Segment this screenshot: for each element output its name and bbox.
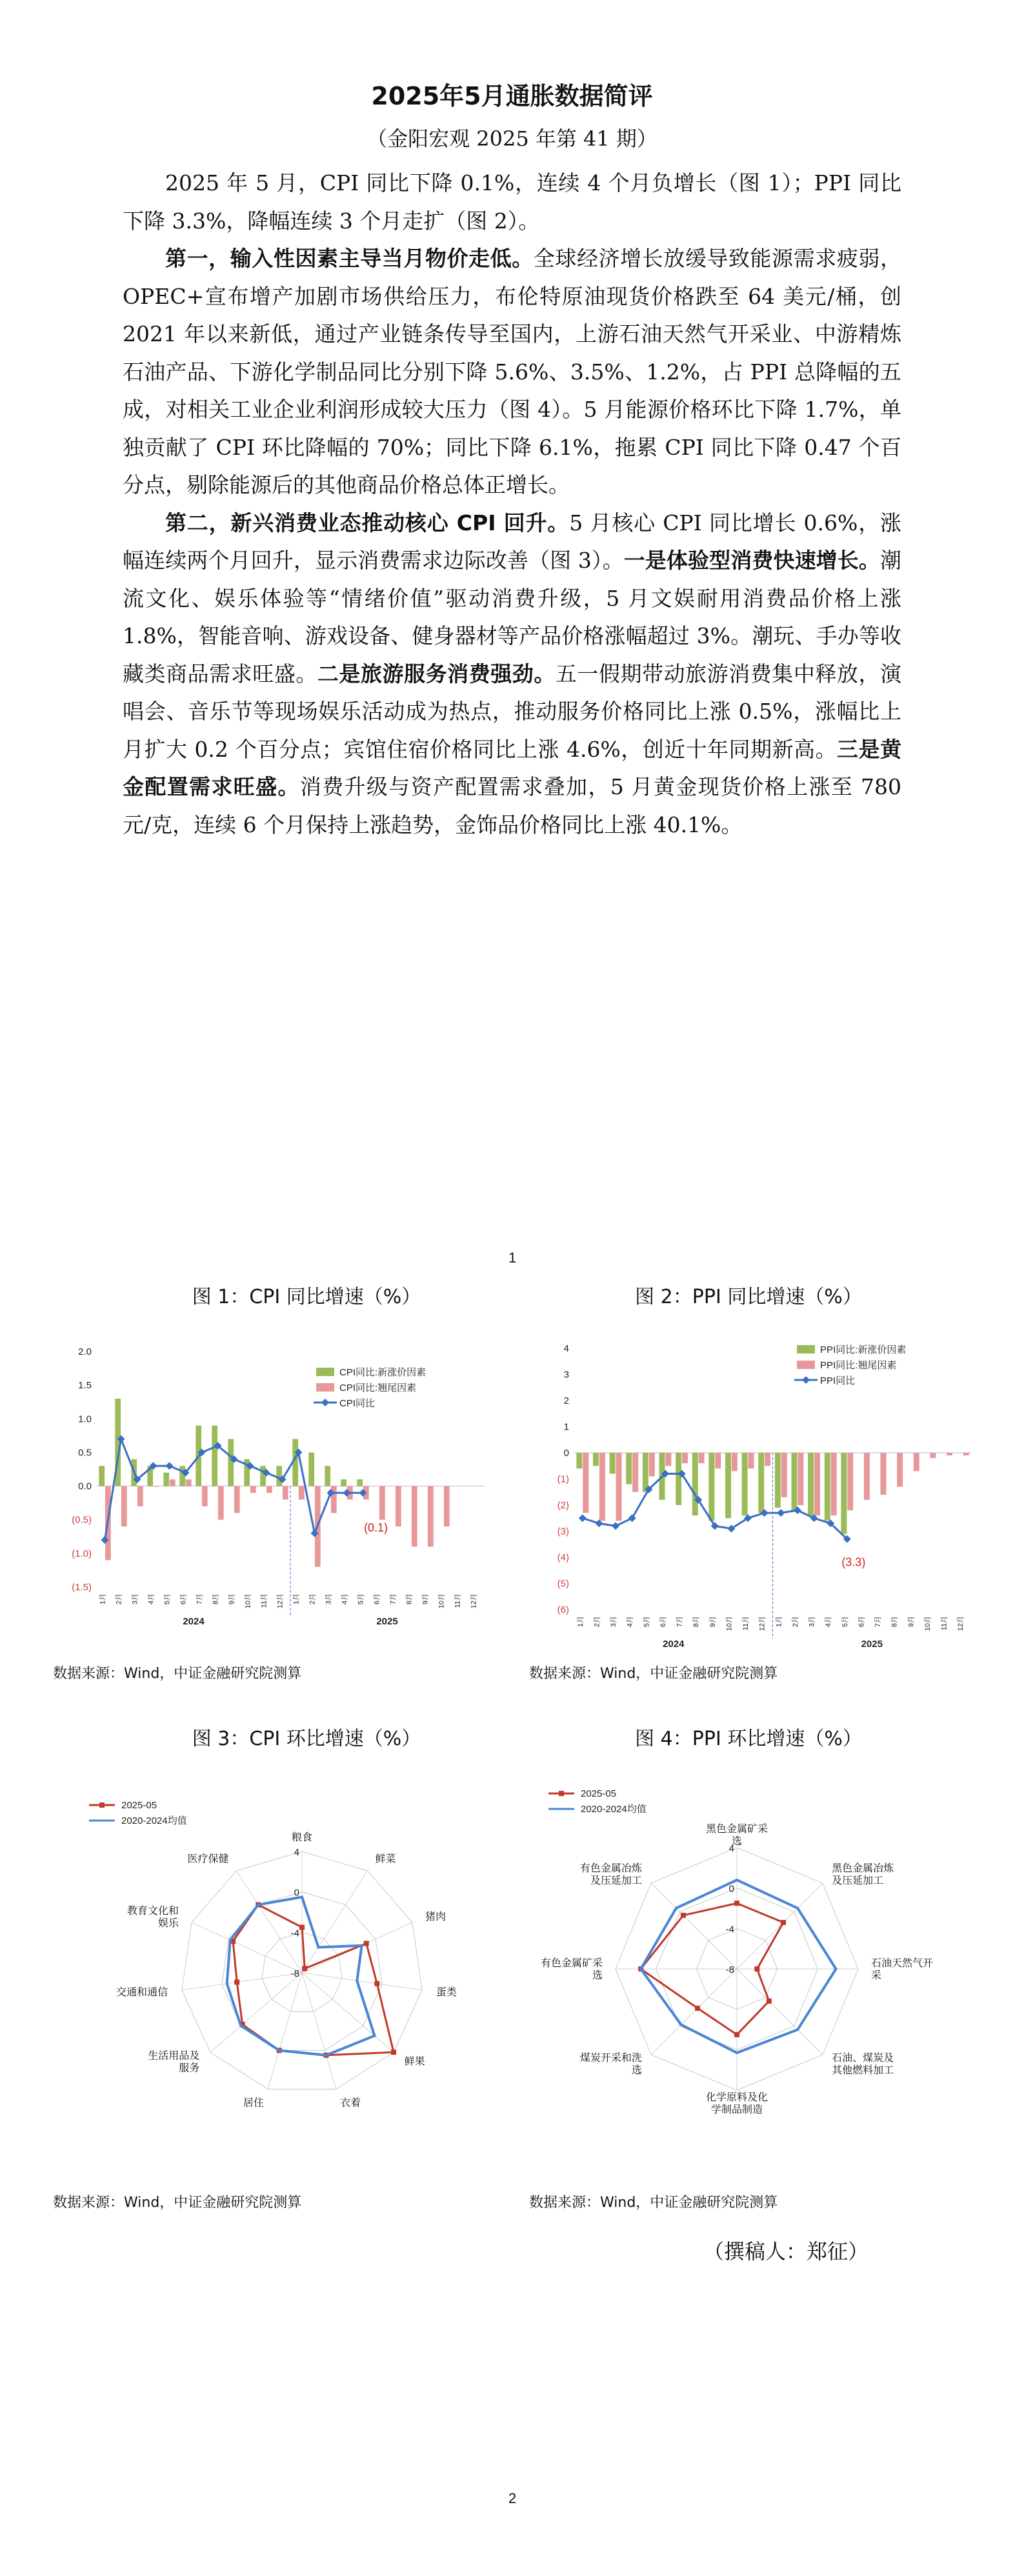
- bar: [228, 1439, 234, 1486]
- radar-point: [364, 1941, 369, 1946]
- radar-spoke: [302, 1973, 336, 2089]
- radar-spoke: [210, 1973, 302, 2052]
- y-tick-label: 2: [563, 1395, 569, 1406]
- y-tick-label: (4): [557, 1552, 569, 1563]
- radar-axis-label: 鲜菜: [375, 1853, 396, 1865]
- y-tick-label: 0.5: [78, 1447, 92, 1459]
- month-tick-label: 1月: [576, 1616, 585, 1628]
- month-tick-label: 10月: [923, 1616, 932, 1632]
- month-tick-label: 6月: [179, 1593, 188, 1605]
- legend-marker: [802, 1376, 810, 1384]
- radar-spoke: [182, 1973, 302, 1990]
- y-tick-label: (1.5): [72, 1582, 92, 1593]
- bar: [357, 1479, 363, 1486]
- bar: [649, 1453, 655, 1476]
- month-tick-label: 11月: [940, 1616, 949, 1631]
- bar: [692, 1453, 698, 1515]
- bar: [732, 1453, 738, 1471]
- bar: [163, 1473, 169, 1486]
- month-tick-label: 10月: [437, 1593, 446, 1609]
- radar-point: [374, 1981, 379, 1986]
- bar: [682, 1453, 688, 1463]
- bar: [963, 1453, 969, 1455]
- legend-marker: [559, 1791, 564, 1796]
- bar: [599, 1453, 605, 1521]
- issue-subtitle: （金阳宏观 2025 年第 41 期）: [366, 126, 658, 151]
- radar-series-line: [641, 1880, 836, 2053]
- bar: [250, 1486, 256, 1493]
- radar-axis-label: 石油、煤炭及其他燃料加工: [832, 2053, 894, 2077]
- bar: [626, 1453, 632, 1484]
- radar-ring-label: 0: [294, 1887, 299, 1899]
- legend-label: PPI同比: [820, 1375, 856, 1386]
- radar-point: [734, 1901, 739, 1906]
- bar: [379, 1486, 385, 1520]
- radar-ring-label: 4: [728, 1843, 734, 1854]
- month-tick-label: 7月: [389, 1593, 397, 1605]
- y-tick-label: 2.0: [78, 1346, 92, 1357]
- month-tick-label: 8月: [405, 1593, 414, 1605]
- radar-series-line: [233, 1905, 394, 2055]
- month-tick-label: 2月: [115, 1593, 123, 1605]
- bar: [616, 1453, 622, 1521]
- sub-point-2-heading: 二是旅游服务消费强劲。: [317, 661, 556, 686]
- bar: [179, 1466, 185, 1486]
- bar: [775, 1453, 781, 1508]
- bar: [299, 1486, 305, 1500]
- value-annotation: (3.3): [841, 1555, 866, 1569]
- bar: [121, 1486, 127, 1527]
- legend-swatch: [797, 1361, 815, 1369]
- radar-point: [767, 1999, 772, 2004]
- bar: [632, 1453, 638, 1492]
- month-tick-label: 9月: [907, 1616, 916, 1628]
- radar-axis-label: 教育文化和娱乐: [126, 1905, 179, 1929]
- radar-axis-label: 猪肉: [425, 1911, 447, 1922]
- legend-label: 2020-2024均值: [121, 1815, 187, 1826]
- bar: [283, 1486, 288, 1500]
- month-tick-label: 9月: [708, 1616, 717, 1628]
- figure-3-source: 数据来源：Wind，中证金融研究院测算: [53, 2195, 302, 2211]
- radar-spoke: [651, 1883, 737, 1969]
- legend-swatch: [797, 1345, 815, 1353]
- radar-axis-label: 衣着: [340, 2097, 361, 2109]
- line-point: [612, 1522, 619, 1530]
- figure-1-source: 数据来源：Wind，中证金融研究院测算: [53, 1666, 302, 1682]
- month-tick-label: 8月: [212, 1593, 220, 1605]
- legend-swatch: [316, 1383, 334, 1392]
- y-tick-label: 3: [563, 1369, 569, 1381]
- month-tick-label: 4月: [626, 1616, 634, 1628]
- month-tick-label: 11月: [742, 1616, 750, 1631]
- sub-point-3-heading: 三是黄金配置需求旺盛。: [123, 736, 901, 799]
- bar: [444, 1486, 450, 1527]
- radar-axis-label: 化学原料及化学制品制造: [705, 2092, 768, 2115]
- radar-axis-label: 居住: [243, 2097, 264, 2109]
- y-tick-label: (1): [557, 1473, 569, 1485]
- bar: [814, 1453, 820, 1515]
- radar-point: [695, 2006, 700, 2011]
- bar: [170, 1479, 176, 1486]
- bar: [218, 1486, 224, 1520]
- month-tick-label: 3月: [131, 1593, 139, 1605]
- bar: [186, 1479, 192, 1486]
- month-tick-label: 2月: [593, 1616, 601, 1628]
- bar: [881, 1453, 887, 1495]
- radar-ring-label: 4: [294, 1847, 299, 1858]
- bar: [947, 1453, 952, 1455]
- month-tick-label: 11月: [260, 1593, 268, 1608]
- bar: [202, 1486, 208, 1506]
- radar-axis-label: 生活用品及服务: [148, 2050, 200, 2074]
- series-line: [105, 1439, 363, 1540]
- figure-4-chart: [529, 1787, 987, 2148]
- month-tick-label: 8月: [890, 1616, 899, 1628]
- legend-label: PPI同比:翘尾因素: [820, 1360, 897, 1371]
- sub-point-2-text: 五一假期带动旅游消费集中释放，演唱会、音乐节等现场娱乐活动成为热点，推动服务价格同比上涨 0.5%，涨幅比上月扩大 0.2 个百分点；宾馆住宿价格同比上涨 4.6%，创近十年同期新高。: [123, 661, 902, 762]
- bar: [758, 1453, 764, 1513]
- legend-label: CPI同比:翘尾因素: [339, 1383, 417, 1393]
- month-tick-label: 7月: [676, 1616, 684, 1628]
- radar-point: [681, 1913, 686, 1918]
- legend-label: 2025-05: [581, 1788, 617, 1799]
- y-tick-label: 0: [563, 1448, 569, 1459]
- month-tick-label: 4月: [341, 1593, 349, 1605]
- radar-point: [234, 1979, 239, 1984]
- month-tick-label: 4月: [825, 1616, 833, 1628]
- radar-spoke: [268, 1973, 302, 2089]
- bar: [708, 1453, 714, 1521]
- radar-axis-label: 石油天然气开采: [871, 1958, 934, 1981]
- month-tick-label: 2月: [791, 1616, 799, 1628]
- first-point-heading: 第一，输入性因素主导当月物价走低。: [165, 246, 534, 271]
- line-point: [777, 1509, 785, 1517]
- year-label: 2025: [861, 1639, 883, 1650]
- y-tick-label: 1.0: [78, 1413, 92, 1425]
- radar-point: [302, 1966, 307, 1971]
- bar: [864, 1453, 870, 1500]
- bar: [841, 1453, 847, 1534]
- bar: [765, 1453, 770, 1466]
- figure-3-title: 图 3：CPI 环比增速（%）: [192, 1728, 421, 1750]
- radar-ring-label: 0: [728, 1883, 734, 1895]
- figure-2-title: 图 2：PPI 同比增速（%）: [635, 1286, 862, 1308]
- bar: [212, 1426, 217, 1486]
- legend-label: CPI同比: [339, 1398, 376, 1409]
- month-tick-label: 12月: [758, 1616, 767, 1632]
- month-tick-label: 12月: [470, 1593, 478, 1609]
- month-tick-label: 5月: [643, 1616, 651, 1628]
- radar-axis-label: 粮食: [291, 1832, 313, 1843]
- y-tick-label: 1.5: [78, 1380, 92, 1392]
- month-tick-label: 3月: [610, 1616, 618, 1628]
- month-tick-label: 12月: [957, 1616, 965, 1632]
- radar-point: [734, 2032, 739, 2037]
- bar: [798, 1453, 803, 1505]
- bar: [234, 1486, 240, 1513]
- month-tick-label: 2月: [308, 1593, 317, 1605]
- bar: [665, 1453, 671, 1466]
- month-tick-label: 3月: [325, 1593, 333, 1605]
- month-tick-label: 1月: [99, 1593, 107, 1605]
- bar: [583, 1453, 588, 1513]
- legend-marker: [99, 1802, 105, 1808]
- month-tick-label: 10月: [725, 1616, 734, 1632]
- bar: [831, 1453, 837, 1515]
- bar: [781, 1453, 787, 1497]
- bar: [748, 1453, 754, 1468]
- radar-axis-label: 交通和通信: [116, 1986, 168, 1998]
- page-number-1: 1: [508, 1250, 517, 1266]
- month-tick-label: 12月: [276, 1593, 285, 1609]
- legend-label: 2020-2024均值: [581, 1804, 647, 1815]
- bar: [325, 1466, 330, 1486]
- bar: [154, 1486, 159, 1487]
- legend-marker: [321, 1399, 329, 1406]
- legend-label: CPI同比:新涨价因素: [339, 1367, 427, 1378]
- radar-axis-label: 医疗保健: [187, 1853, 229, 1865]
- y-tick-label: (2): [557, 1500, 569, 1511]
- bar: [308, 1452, 314, 1486]
- month-tick-label: 11月: [454, 1593, 462, 1608]
- month-tick-label: 9月: [228, 1593, 236, 1605]
- radar-point: [781, 1920, 786, 1925]
- radar-axis-label: 黑色金属冶炼及压延加工: [832, 1862, 894, 1886]
- radar-ring-label: -8: [725, 1964, 734, 1975]
- month-tick-label: 6月: [858, 1616, 866, 1628]
- y-tick-label: (3): [557, 1526, 569, 1537]
- month-tick-label: 1月: [775, 1616, 783, 1628]
- sub-point-3-text: 消费升级与资产配置需求叠加，5 月黄金现货价格上涨至 780 元/克，连续 6 个月保持上涨趋势，金饰品价格同比上涨 40.1%。: [123, 774, 902, 837]
- figure-1-chart: [52, 1345, 497, 1668]
- month-tick-label: 3月: [808, 1616, 816, 1628]
- line-point: [628, 1514, 636, 1522]
- radar-axis-label: 有色金属矿采选: [540, 1958, 603, 1981]
- bar: [825, 1453, 830, 1521]
- bar: [676, 1453, 681, 1505]
- legend-swatch: [316, 1368, 334, 1376]
- year-label: 2024: [183, 1616, 205, 1627]
- paragraph-first-point: [123, 240, 901, 504]
- second-point-text: 5 月核心 CPI 同比增长 0.6%，涨幅连续两个月回升，显示消费需求边际改善（图 3）。: [123, 510, 902, 573]
- page-title: 2025年5月通胀数据简评: [371, 82, 653, 110]
- y-tick-label: (6): [557, 1604, 569, 1615]
- y-tick-label: 0.0: [78, 1481, 92, 1492]
- bar: [276, 1466, 282, 1486]
- paragraph-second-point: [123, 504, 901, 844]
- radar-spoke: [302, 1973, 394, 2052]
- radar-axis-label: 鲜果: [404, 2056, 425, 2068]
- month-tick-label: 6月: [659, 1616, 667, 1628]
- legend-label: 2025-05: [121, 1800, 157, 1811]
- month-tick-label: 7月: [874, 1616, 883, 1628]
- page-number-2: 2: [508, 2490, 517, 2506]
- y-tick-label: (5): [557, 1578, 569, 1590]
- paragraph-intro: 2025 年 5 月，CPI 同比下降 0.1%，连续 4 个月负增长（图 1）；PPI 同比下降 3.3%，降幅连续 3 个月走扩（图 2）。: [123, 170, 901, 234]
- bar: [341, 1479, 346, 1486]
- figure-2-source: 数据来源：Wind，中证金融研究院测算: [529, 1666, 778, 1682]
- month-tick-label: 4月: [147, 1593, 156, 1605]
- month-tick-label: 5月: [357, 1593, 365, 1605]
- month-tick-label: 5月: [163, 1593, 172, 1605]
- y-tick-label: (0.5): [72, 1514, 92, 1526]
- month-tick-label: 9月: [421, 1593, 430, 1605]
- year-label: 2024: [663, 1639, 685, 1650]
- bar: [593, 1453, 599, 1466]
- bar: [914, 1453, 919, 1471]
- year-label: 2025: [376, 1616, 398, 1627]
- y-tick-label: (1.0): [72, 1548, 92, 1559]
- radar-point: [299, 1925, 305, 1930]
- line-point: [579, 1514, 587, 1522]
- month-tick-label: 8月: [692, 1616, 701, 1628]
- bar: [930, 1453, 936, 1458]
- month-tick-label: 6月: [373, 1593, 381, 1605]
- bar: [792, 1453, 798, 1510]
- month-tick-label: 10月: [244, 1593, 252, 1609]
- month-tick-label: 5月: [841, 1616, 849, 1628]
- bar: [396, 1486, 401, 1527]
- bar: [699, 1453, 705, 1463]
- month-tick-label: 7月: [196, 1593, 204, 1605]
- y-tick-label: 1: [563, 1421, 569, 1433]
- bar: [99, 1466, 105, 1486]
- value-annotation: (0.1): [363, 1521, 388, 1534]
- figure-2-chart: [529, 1335, 981, 1668]
- bar: [428, 1486, 434, 1547]
- radar-point: [754, 1966, 759, 1972]
- radar-point: [391, 2050, 396, 2055]
- radar-axis-label: 黑色金属矿采选: [705, 1824, 768, 1847]
- bar: [742, 1453, 748, 1515]
- figure-3-chart: [65, 1787, 503, 2148]
- radar-spoke: [651, 1969, 737, 2055]
- sub-point-1-heading: 一是体验型消费快速增长。: [623, 548, 881, 573]
- bar: [137, 1486, 143, 1506]
- bar: [808, 1453, 814, 1515]
- sub-point-1-text: 潮流文化、娱乐体验等“情绪价值”驱动消费升级，5 月文娱耐用消费品价格上涨 1.8%，智能音响、游戏设备、健身器材等产品价格涨幅超过 3%。潮玩、手办等收藏类商品需求旺盛。: [123, 548, 902, 686]
- bar: [643, 1453, 648, 1492]
- bar: [847, 1453, 853, 1510]
- line-point: [166, 1462, 174, 1470]
- legend-label: PPI同比:新涨价因素: [820, 1344, 907, 1355]
- radar-axis-label: 蛋类: [436, 1986, 457, 1998]
- radar-spoke: [302, 1973, 422, 1990]
- y-tick-label: 4: [563, 1343, 569, 1354]
- bar: [715, 1453, 721, 1468]
- radar-ring-label: -8: [290, 1968, 299, 1979]
- radar-ring-label: -4: [725, 1924, 734, 1935]
- bar: [576, 1453, 582, 1468]
- author-note: （撰稿人：郑征）: [703, 2239, 869, 2264]
- bar: [412, 1486, 417, 1547]
- bar: [610, 1453, 616, 1473]
- bar: [260, 1466, 266, 1486]
- first-point-text: 全球经济增长放缓导致能源需求疲弱，OPEC+宣布增产加剧市场供给压力，布伦特原油现货价格跌至 64 美元/桶，创 2021 年以来新低，通过产业链条传导至国内，上游石油天然气开采业、中游精炼石油产品、下游化学制品同比分别下降 5.6%、3.5%、1.2%，占 PPI 总降幅的五成，对相关工业企业利润形成较大压力（图 4）。5 月能源价格环比下降 1.7%，单独贡献了 CPI 环比降幅的 70%；同比下降 6.1%，拖累 CPI 同比下降 0.47 个百分点，剔除能源后的其他商品价格总体正增长。: [123, 246, 902, 497]
- figure-4-source: 数据来源：Wind，中证金融研究院测算: [529, 2195, 778, 2211]
- article-body: [123, 165, 901, 844]
- radar-axis-label: 煤炭开采和洗选: [579, 2053, 642, 2077]
- bar: [897, 1453, 903, 1487]
- figure-4-title: 图 4：PPI 环比增速（%）: [635, 1728, 862, 1750]
- figure-1-title: 图 1：CPI 同比增速（%）: [192, 1286, 421, 1308]
- radar-axis-label: 有色金属冶炼及压延加工: [579, 1862, 642, 1886]
- radar-ring-label: -4: [290, 1928, 299, 1939]
- second-point-heading: 第二，新兴消费业态推动核心 CPI 回升。: [165, 510, 570, 535]
- bar: [266, 1486, 272, 1493]
- bar: [725, 1453, 731, 1518]
- month-tick-label: 1月: [292, 1593, 301, 1605]
